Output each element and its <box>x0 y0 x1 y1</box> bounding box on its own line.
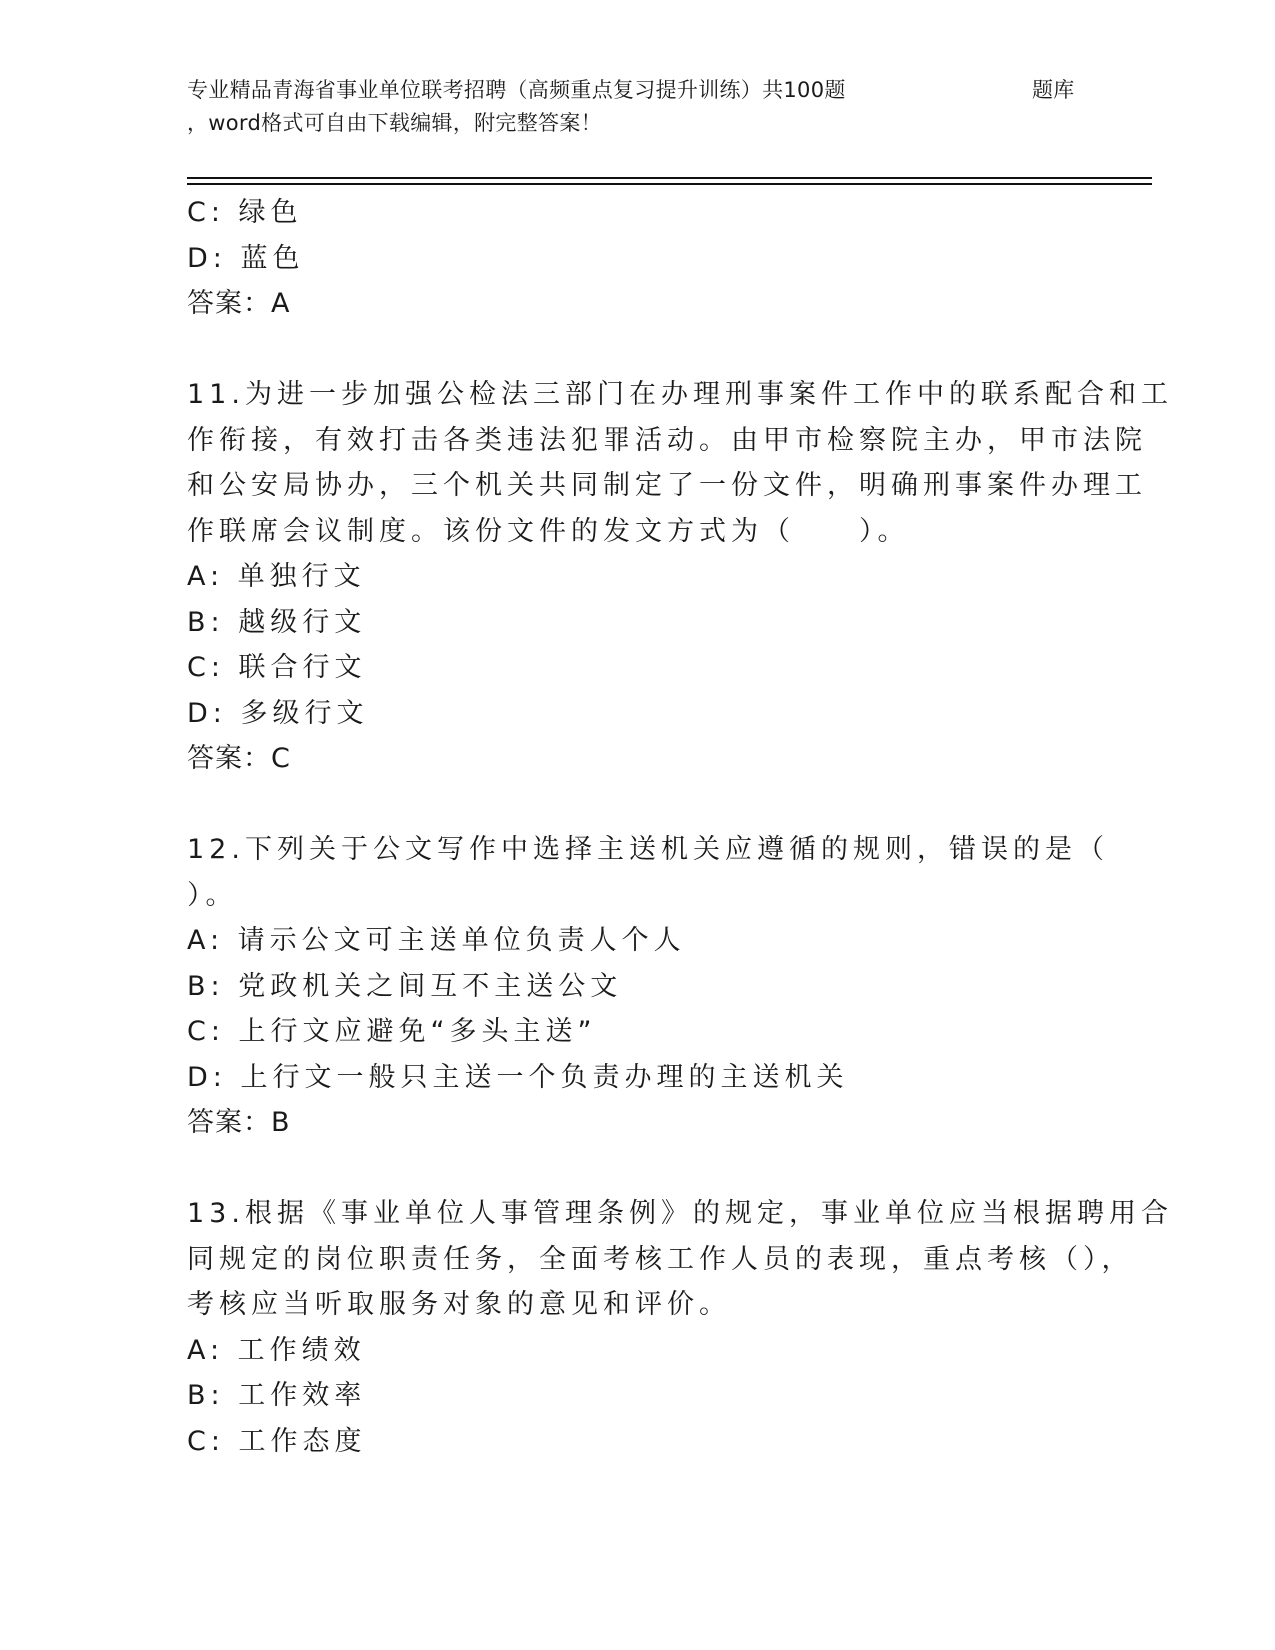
question-text-line: 同规定的岗位职责任务，全面考核工作人员的表现，重点考核（）， <box>187 1243 1134 1275</box>
spacer <box>187 327 1087 373</box>
header-tag: 题库 <box>1032 78 1075 102</box>
answer-line: 答案：A <box>187 288 291 319</box>
answer-line: 答案：C <box>187 743 291 774</box>
option-c: C: 绿色 <box>187 197 303 228</box>
document-body <box>187 190 1173 1464</box>
question-text-line: ）。 <box>187 879 238 911</box>
question-11 <box>187 372 1173 782</box>
question-text-line: 11.为进一步加强公检法三部门在办理刑事案件工作中的联系配合和工 <box>187 379 1173 410</box>
document-header <box>187 74 1147 140</box>
question-text-line: 13.根据《事业单位人事管理条例》的规定，事业单位应当根据聘用合 <box>187 1198 1173 1229</box>
option-b: B: 党政机关之间互不主送公文 <box>187 970 623 1002</box>
header-title: 专业精品青海省事业单位联考招聘（高频重点复习提升训练）共100题 <box>187 78 846 102</box>
question-12 <box>187 827 1109 1146</box>
header-subtitle: ，word格式可自由下载编辑，附完整答案！ <box>187 111 602 135</box>
option-a: A: 工作绩效 <box>187 1334 366 1366</box>
question-text-line: 考核应当听取服务对象的意见和评价。 <box>187 1289 731 1320</box>
question-13 <box>187 1191 1173 1464</box>
question-text-line: 作衔接，有效打击各类违法犯罪活动。由甲市检察院主办，甲市法院 <box>187 424 1147 456</box>
option-d: D: 多级行文 <box>187 697 369 729</box>
question-text-line: 12.下列关于公文写作中选择主送机关应遵循的规则，错误的是（ <box>187 834 1109 865</box>
option-b: B: 工作效率 <box>187 1380 367 1411</box>
spacer <box>187 782 1087 828</box>
option-d: D: 蓝色 <box>187 242 305 274</box>
header-divider-bottom <box>187 183 1152 185</box>
option-c: C: 上行文应避免“多头主送” <box>187 1016 597 1047</box>
header-divider-top <box>187 177 1152 179</box>
question-10-tail <box>187 190 1087 327</box>
option-c: C: 联合行文 <box>187 652 367 683</box>
option-a: A: 请示公文可主送单位负责人个人 <box>187 925 686 956</box>
question-text-line: 作联席会议制度。该份文件的发文方式为（ ）。 <box>187 515 910 547</box>
answer-line: 答案：B <box>187 1107 291 1138</box>
option-c: C: 工作态度 <box>187 1425 367 1457</box>
option-b: B: 越级行文 <box>187 606 367 638</box>
spacer <box>187 1146 1087 1192</box>
question-text-line: 和公安局协办，三个机关共同制定了一份文件，明确刑事案件办理工 <box>187 470 1147 501</box>
option-a: A: 单独行文 <box>187 561 366 592</box>
option-d: D: 上行文一般只主送一个负责办理的主送机关 <box>187 1061 849 1093</box>
